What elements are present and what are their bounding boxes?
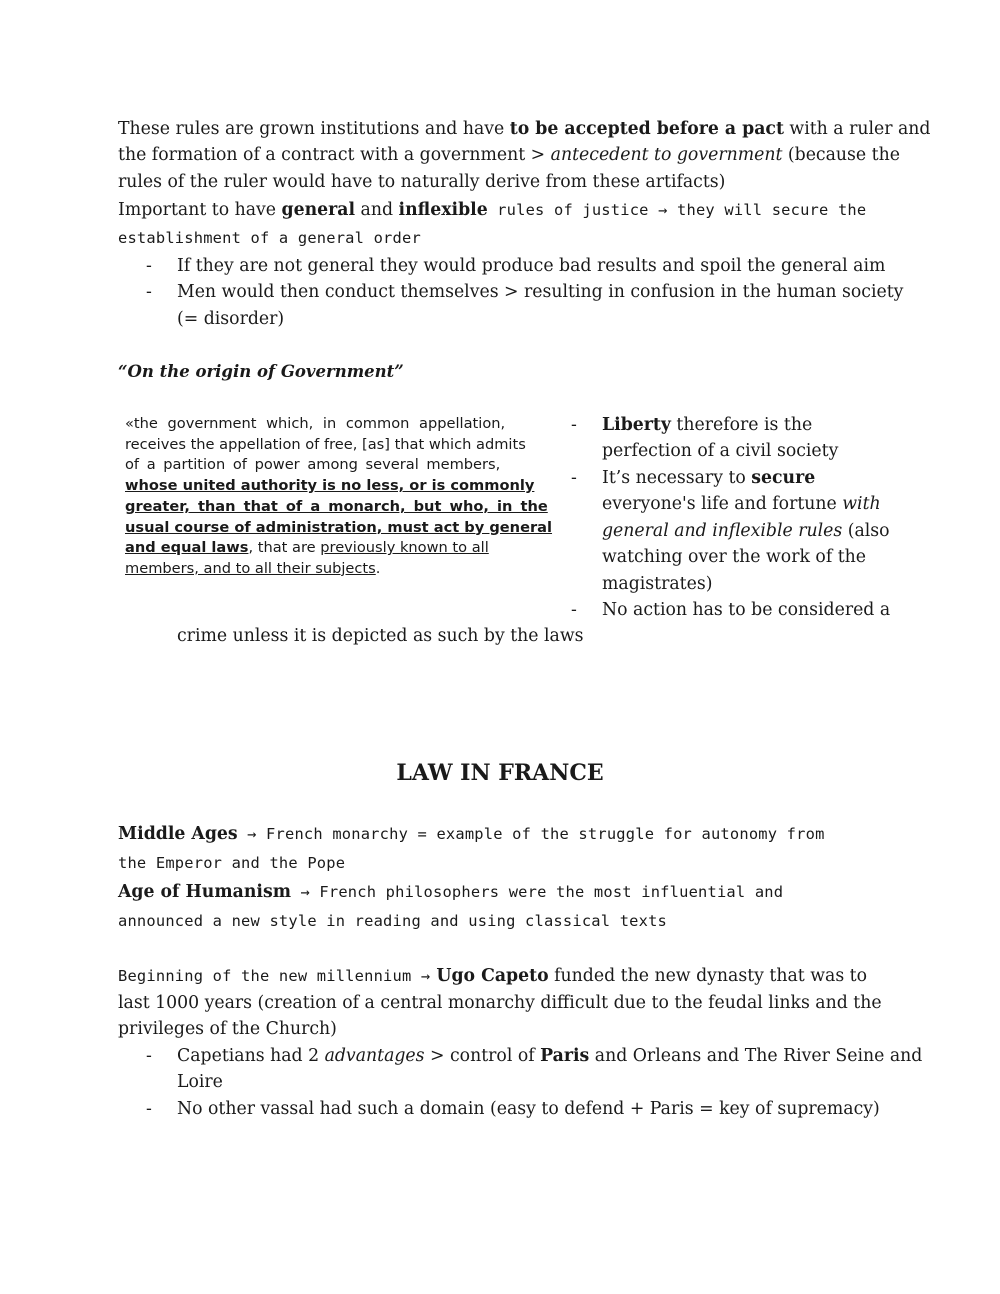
subheading: “On the origin of Government” [118,362,404,381]
paragraph-line [118,850,345,876]
bullet-dash: - [571,600,577,620]
handwriting-style-text: announced a new style in reading and using classical texts [118,912,668,930]
bold-text: Ugo Capeto [430,966,549,986]
bold-text: inflexible [398,200,488,220]
text-span: Capetians had 2 [177,1046,325,1066]
paragraph-line [118,963,867,989]
text-span: and Orleans and The River Seine and [589,1046,923,1066]
handwriting-style-text: establishment of a general order [118,229,421,247]
text-span: funded the new dynasty that was to [548,966,868,986]
bullet-dash: - [146,1046,152,1066]
bold-text: secure [751,468,816,488]
text-span: last 1000 years (creation of a central monarchy difficult due to the feudal links and the [118,993,882,1013]
bullet-text [602,412,812,438]
paragraph-line [118,1016,337,1042]
quote-line [125,518,553,539]
quote-line [125,435,526,456]
italic-text: advantages [324,1046,425,1066]
quote-text: , that are [248,539,321,557]
bullet-text: (= disorder) [177,309,285,329]
quote-text: «the government which, in common appellation, [125,415,506,432]
text-span: and [355,200,399,220]
text-span: > control of [424,1046,541,1066]
bullet-text: No other vassal had such a domain (easy to defend + Paris = key of supremacy) [177,1099,880,1119]
paragraph-line [118,225,421,251]
italic-text: general and inflexible rules [602,521,843,541]
bold-text: to be accepted before a pact [509,119,784,139]
paragraph-line [118,197,866,223]
quote-text: of a partition of power among several members, [125,456,501,474]
text-span: Important to have [118,200,282,220]
quote-text: . [375,559,381,577]
quote-line [125,538,516,559]
paragraph-line [118,990,882,1016]
paragraph-line [118,169,725,195]
paragraph-line [118,908,667,934]
quote-text-underlined: whose united authority is no less, or is commonly [125,477,535,495]
quote-text: receives the appellation of free, [as] that which admits [125,435,526,453]
bullet-dash: - [571,415,577,435]
quote-line [125,414,516,435]
handwriting-style-text: rules of justice → they will secure the [487,201,867,219]
bullet-text: magistrates) [602,574,713,594]
bullet-text [177,1043,922,1069]
bullet-dash: - [146,256,152,276]
text-span: therefore is the [670,415,813,435]
bullet-text: No action has to be considered a [602,600,891,620]
section-heading: LAW IN FRANCE [396,760,604,786]
quote-image [125,414,553,580]
text-span: (also [842,521,890,541]
text-span: (because the [782,145,900,165]
bold-text: general [281,200,356,220]
paragraph-line [118,879,783,905]
bold-text: Age of Humanism [118,882,291,902]
quote-text-underlined: and equal laws [125,539,249,557]
bullet-text [602,491,881,517]
handwriting-style-text: → French monarchy = example of the struggle for autonomy from [237,825,825,843]
bullet-text: perfection of a civil society [602,441,839,461]
italic-text: with [842,494,881,514]
bullet-dash: - [146,1099,152,1119]
bold-text: Liberty [602,415,671,435]
text-span: It’s necessary to [602,468,752,488]
text-span: everyone's life and fortune [602,494,843,514]
bullet-text [602,465,815,491]
text-span: the formation of a contract with a government > [118,145,551,165]
paragraph-line [118,116,931,142]
handwriting-style-text: Beginning of the new millennium → [118,967,431,985]
text-span: rules of the ruler would have to naturally derive from these artifacts) [118,172,726,192]
handwriting-style-text: the Emperor and the Pope [118,854,346,872]
paragraph-line [118,142,900,168]
quote-text-underlined: previously known to all [320,539,489,557]
text-span: with a ruler and [783,119,931,139]
quote-text-underlined: greater, than that of a monarch, but who, in the [125,497,548,515]
quote-text-underlined: usual course of administration, must act by general [125,518,553,536]
bullet-text: Loire [177,1072,223,1092]
quote-line [125,497,548,518]
italic-text: antecedent to government [550,145,783,165]
bold-text: Paris [540,1046,590,1066]
bullet-text: crime unless it is depicted as such by the laws [177,626,584,646]
text-span: These rules are grown institutions and have [118,119,510,139]
quote-line [125,476,535,497]
quote-text-underlined: members, and to all their subjects [125,559,376,577]
bullet-text [602,518,890,544]
bold-text: Middle Ages [118,824,238,844]
paragraph-line [118,821,825,847]
bullet-dash: - [571,468,577,488]
quote-line [125,455,516,476]
quote-line [125,559,516,580]
bullet-text: watching over the work of the [602,547,867,567]
bullet-dash: - [146,282,152,302]
handwriting-style-text: → French philosophers were the most influential and [291,883,784,901]
text-span: privileges of the Church) [118,1019,337,1039]
bullet-text: Men would then conduct themselves > resulting in confusion in the human society [177,282,904,302]
bullet-text: If they are not general they would produce bad results and spoil the general aim [177,256,886,276]
